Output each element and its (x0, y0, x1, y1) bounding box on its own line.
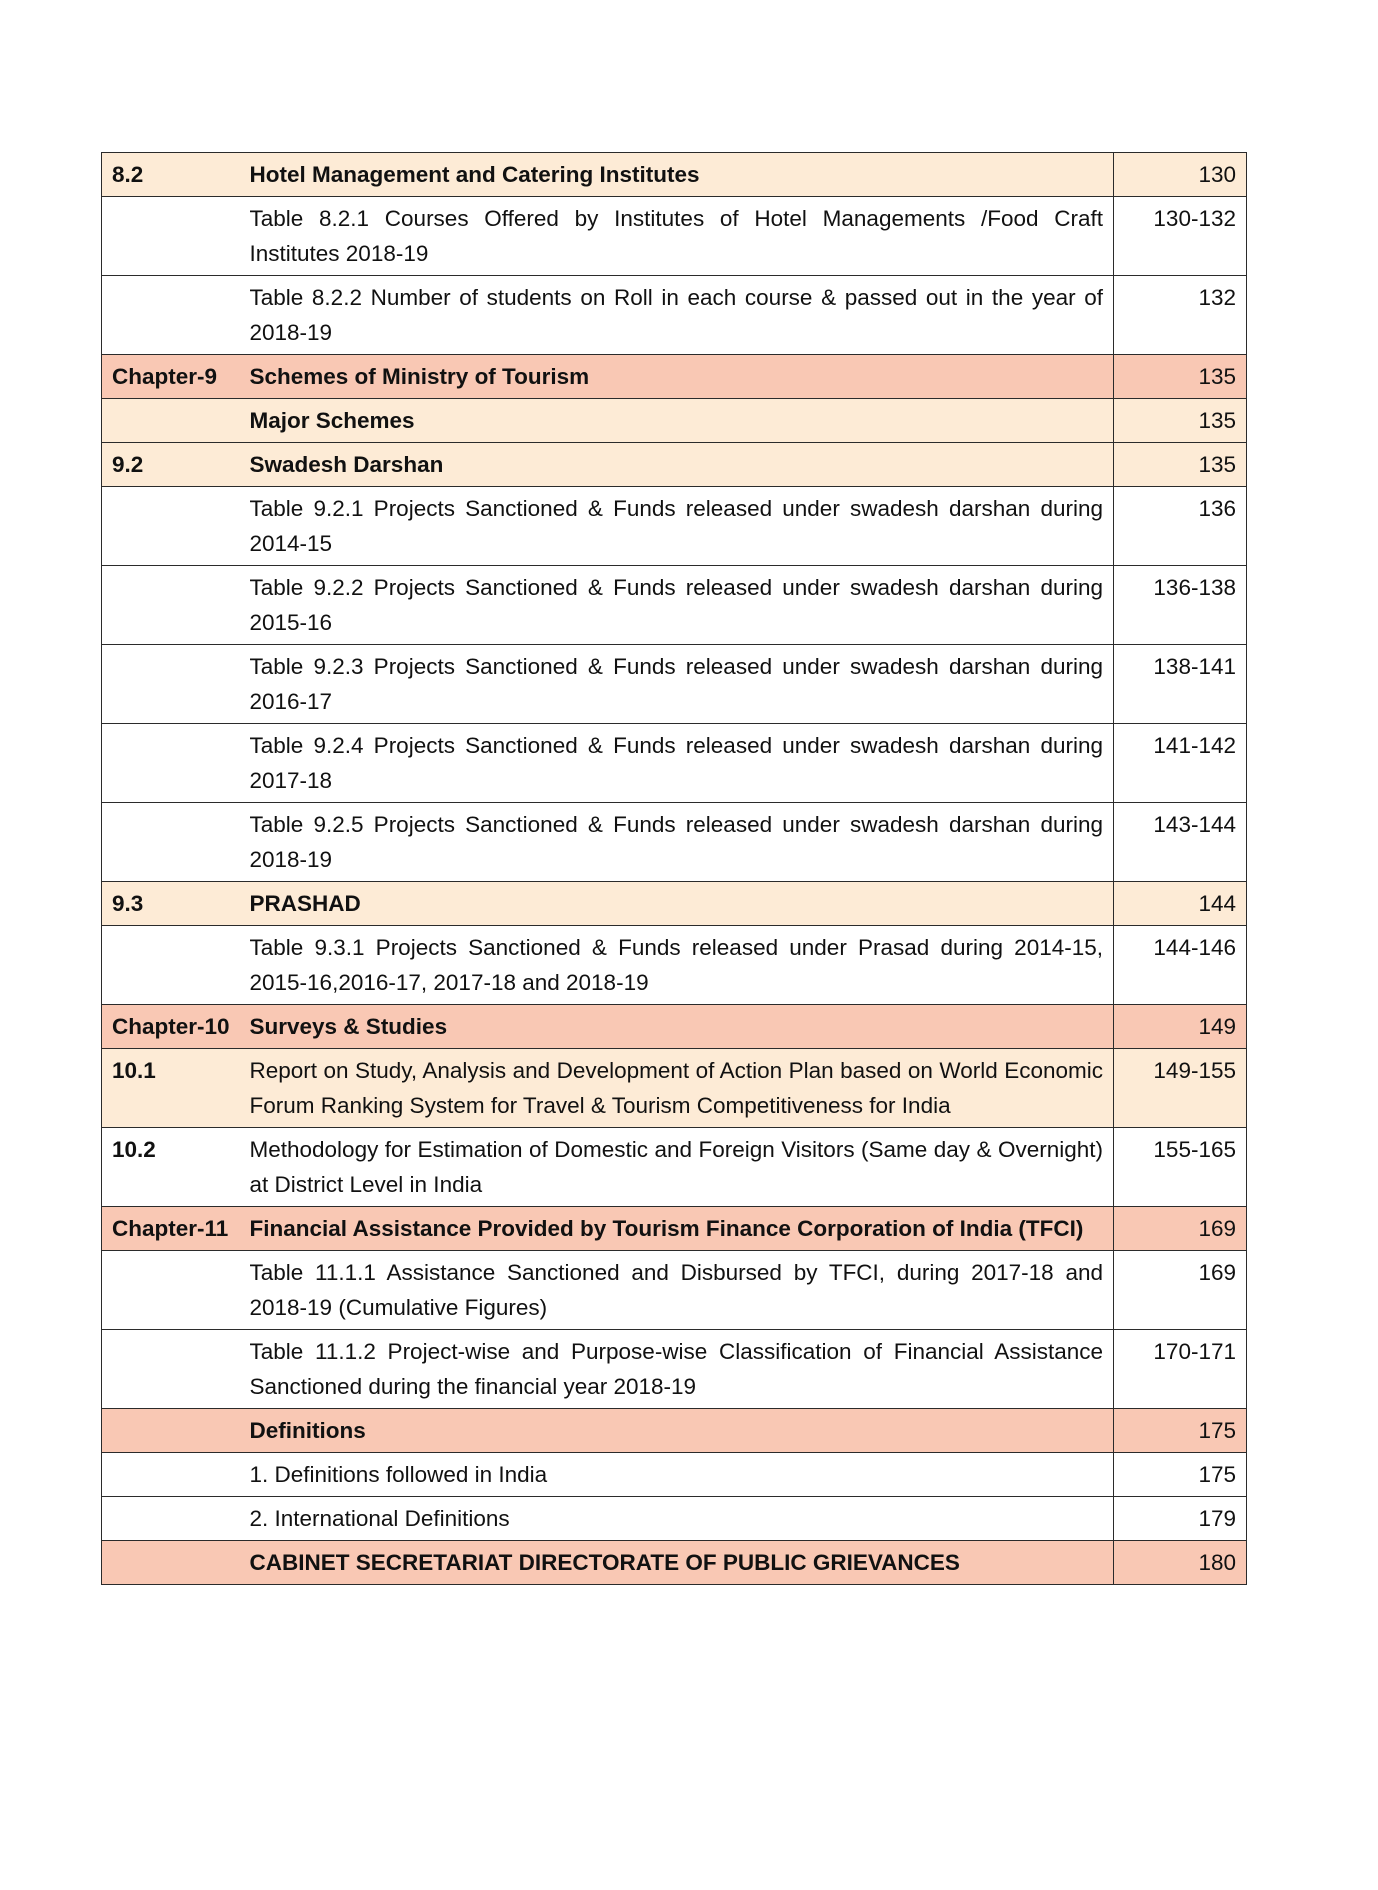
section-number (102, 1497, 250, 1541)
toc-row (102, 1005, 1247, 1049)
section-number: 8.2 (102, 153, 250, 197)
toc-row (102, 566, 1247, 645)
toc-row (102, 1251, 1247, 1330)
page-number: 169 (1114, 1207, 1247, 1251)
entry-title: Table 11.1.1 Assistance Sanctioned and Disbursed by TFCI, during 2017-18 and 2018-19 (Cumulative Figures) (250, 1251, 1114, 1330)
section-number (102, 276, 250, 355)
section-number: 10.2 (102, 1128, 250, 1207)
entry-title: PRASHAD (250, 882, 1114, 926)
page-number: 136-138 (1114, 566, 1247, 645)
section-number (102, 197, 250, 276)
toc-row (102, 1207, 1247, 1251)
page-number: 135 (1114, 443, 1247, 487)
table-of-contents (101, 152, 1247, 1585)
toc-row (102, 487, 1247, 566)
entry-title: Hotel Management and Catering Institutes (250, 153, 1114, 197)
page-number: 175 (1114, 1409, 1247, 1453)
page-number: 141-142 (1114, 724, 1247, 803)
page-number: 170-171 (1114, 1330, 1247, 1409)
section-number: Chapter-9 (102, 355, 250, 399)
toc-row (102, 399, 1247, 443)
toc-row (102, 1049, 1247, 1128)
entry-title: Surveys & Studies (250, 1005, 1114, 1049)
toc-row (102, 355, 1247, 399)
entry-title: Table 9.3.1 Projects Sanctioned & Funds released under Prasad during 2014-15, 2015-16,2016-17, 2017-18 and 2018-19 (250, 926, 1114, 1005)
section-number (102, 1453, 250, 1497)
page-number: 136 (1114, 487, 1247, 566)
toc-row (102, 1453, 1247, 1497)
toc-row (102, 1330, 1247, 1409)
entry-title: 1. Definitions followed in India (250, 1453, 1114, 1497)
page-number: 175 (1114, 1453, 1247, 1497)
toc-row (102, 276, 1247, 355)
page-number: 132 (1114, 276, 1247, 355)
section-number: Chapter-11 (102, 1207, 250, 1251)
entry-title: CABINET SECRETARIAT DIRECTORATE OF PUBLIC GRIEVANCES (250, 1541, 1114, 1585)
section-number (102, 1251, 250, 1330)
page-number: 130-132 (1114, 197, 1247, 276)
entry-title: Report on Study, Analysis and Development of Action Plan based on World Economic Forum Ranking System for Travel & Tourism Competitiveness for India (250, 1049, 1114, 1128)
section-number (102, 566, 250, 645)
entry-title: Schemes of Ministry of Tourism (250, 355, 1114, 399)
page-number: 180 (1114, 1541, 1247, 1585)
entry-title: Table 9.2.2 Projects Sanctioned & Funds released under swadesh darshan during 2015-16 (250, 566, 1114, 645)
entry-title: Financial Assistance Provided by Tourism Finance Corporation of India (TFCI) (250, 1207, 1114, 1251)
section-number (102, 803, 250, 882)
entry-title: 2. International Definitions (250, 1497, 1114, 1541)
toc-row (102, 1541, 1247, 1585)
toc-row (102, 1409, 1247, 1453)
toc-row (102, 803, 1247, 882)
page-number: 144 (1114, 882, 1247, 926)
toc-body (102, 153, 1247, 1585)
entry-title: Table 8.2.1 Courses Offered by Institutes of Hotel Managements /Food Craft Institutes 2018-19 (250, 197, 1114, 276)
entry-title: Table 9.2.4 Projects Sanctioned & Funds released under swadesh darshan during 2017-18 (250, 724, 1114, 803)
entry-title: Major Schemes (250, 399, 1114, 443)
toc-row (102, 926, 1247, 1005)
section-number: 10.1 (102, 1049, 250, 1128)
section-number: Chapter-10 (102, 1005, 250, 1049)
page-number: 144-146 (1114, 926, 1247, 1005)
section-number (102, 1409, 250, 1453)
entry-title: Swadesh Darshan (250, 443, 1114, 487)
section-number (102, 1330, 250, 1409)
toc-row (102, 882, 1247, 926)
section-number (102, 724, 250, 803)
entry-title: Table 9.2.5 Projects Sanctioned & Funds released under swadesh darshan during 2018-19 (250, 803, 1114, 882)
page-number: 179 (1114, 1497, 1247, 1541)
section-number: 9.2 (102, 443, 250, 487)
section-number (102, 1541, 250, 1585)
toc-row (102, 443, 1247, 487)
entry-title: Table 8.2.2 Number of students on Roll in each course & passed out in the year of 2018-19 (250, 276, 1114, 355)
entry-title: Methodology for Estimation of Domestic and Foreign Visitors (Same day & Overnight) at District Level in India (250, 1128, 1114, 1207)
entry-title: Table 11.1.2 Project-wise and Purpose-wise Classification of Financial Assistance Sanctioned during the financial year 2018-19 (250, 1330, 1114, 1409)
section-number (102, 645, 250, 724)
page-number: 135 (1114, 355, 1247, 399)
toc-row (102, 1128, 1247, 1207)
toc-row (102, 197, 1247, 276)
toc-row (102, 724, 1247, 803)
page-number: 130 (1114, 153, 1247, 197)
toc-row (102, 153, 1247, 197)
page-number: 138-141 (1114, 645, 1247, 724)
section-number (102, 926, 250, 1005)
page-number: 149 (1114, 1005, 1247, 1049)
entry-title: Definitions (250, 1409, 1114, 1453)
section-number: 9.3 (102, 882, 250, 926)
page-number: 169 (1114, 1251, 1247, 1330)
page-number: 143-144 (1114, 803, 1247, 882)
toc-row (102, 645, 1247, 724)
section-number (102, 487, 250, 566)
entry-title: Table 9.2.3 Projects Sanctioned & Funds released under swadesh darshan during 2016-17 (250, 645, 1114, 724)
page-number: 135 (1114, 399, 1247, 443)
page-number: 149-155 (1114, 1049, 1247, 1128)
entry-title: Table 9.2.1 Projects Sanctioned & Funds released under swadesh darshan during 2014-15 (250, 487, 1114, 566)
toc-row (102, 1497, 1247, 1541)
page-number: 155-165 (1114, 1128, 1247, 1207)
section-number (102, 399, 250, 443)
